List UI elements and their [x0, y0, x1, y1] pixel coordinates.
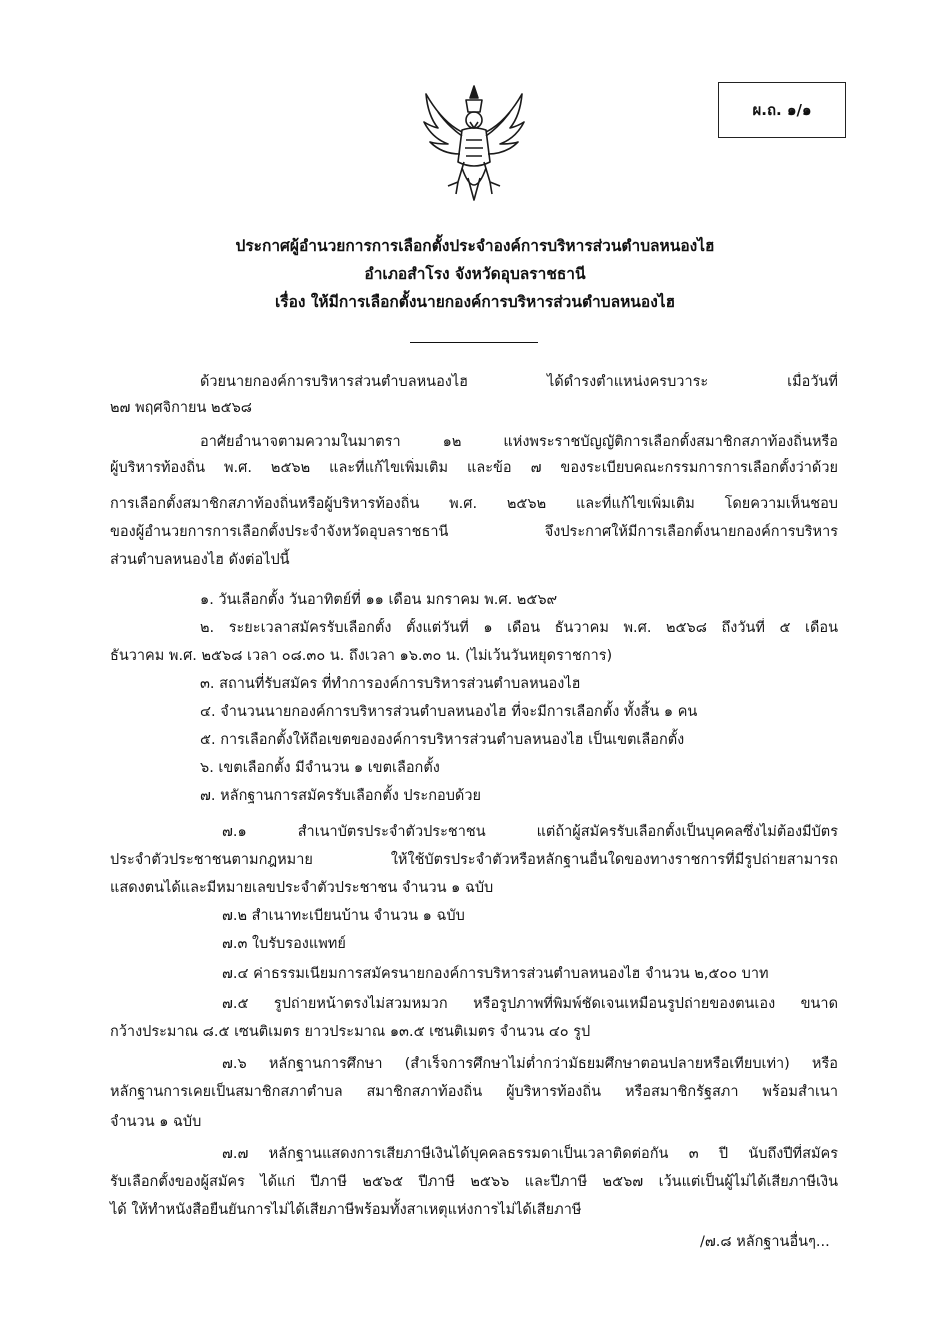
para2-line2: ผู้บริหารท้องถิ่น พ.ศ. ๒๕๖๒ และที่แก้ไขเพิ่มเติม และข้อ ๗ ของระเบียบคณะกรรมการการเลือกตั้งว่าด้วย — [110, 460, 838, 476]
para2-line3: การเลือกตั้งสมาชิกสภาท้องถิ่นหรือผู้บริหารท้องถิ่น พ.ศ. ๒๕๖๒ และที่แก้ไขเพิ่มเติม โดยความเห็นชอบ — [110, 496, 838, 512]
item-4: ๔. จำนวนนายกองค์การบริหารส่วนตำบลหนองไฮ ที่จะมีการเลือกตั้ง ทั้งสิ้น ๑ คน — [200, 704, 698, 720]
form-code-box — [718, 82, 846, 138]
continuation-note: /๗.๘ หลักฐานอื่นๆ... — [700, 1234, 830, 1250]
sub-7-5-line2: กว้างประมาณ ๘.๕ เซนติเมตร ยาวประมาณ ๑๓.๕ เซนติเมตร จำนวน ๔๐ รูป — [110, 1024, 591, 1040]
para2-line1: อาศัยอำนาจตามความในมาตรา ๑๒ แห่งพระราชบัญญัติการเลือกตั้งสมาชิกสภาท้องถิ่นหรือ — [200, 434, 838, 450]
item-7: ๗. หลักฐานการสมัครรับเลือกตั้ง ประกอบด้วย — [200, 788, 481, 804]
announcement-title: ประกาศผู้อำนวยการการเลือกตั้งประจำองค์การบริหารส่วนตำบลหนองไฮ — [235, 237, 715, 255]
sub-7-1-line2: ประจำตัวประชาชนตามกฎหมาย ให้ใช้บัตรประจำตัวหรือหลักฐานอื่นใดของทางราชการที่มีรูปถ่ายสามารถ — [110, 852, 838, 868]
para1-line1: ด้วยนายกองค์การบริหารส่วนตำบลหนองไฮ ได้ดำรงตำแหน่งครบวาระ เมื่อวันที่ — [200, 374, 838, 390]
item-3: ๓. สถานที่รับสมัคร ที่ทำการองค์การบริหารส่วนตำบลหนองไฮ — [200, 676, 581, 692]
form-code-label: ผ.ถ. ๑/๑ — [752, 101, 812, 119]
sub-7-2: ๗.๒ สำเนาทะเบียนบ้าน จำนวน ๑ ฉบับ — [222, 908, 465, 924]
garuda-emblem-icon — [418, 82, 530, 204]
sub-7-7-line1: ๗.๗ หลักฐานแสดงการเสียภาษีเงินได้บุคคลธรรมดาเป็นเวลาติดต่อกัน ๓ ปี นับถึงปีที่สมัคร — [222, 1146, 838, 1162]
sub-7-1-line1: ๗.๑ สำเนาบัตรประจำตัวประชาชน แต่ถ้าผู้สมัครรับเลือกตั้งเป็นบุคคลซึ่งไม่ต้องมีบัตร — [222, 824, 838, 840]
sub-7-6-line1: ๗.๖ หลักฐานการศึกษา (สำเร็จการศึกษาไม่ต่ำกว่ามัธยมศึกษาตอนปลายหรือเทียบเท่า) หรือ — [222, 1056, 838, 1072]
sub-7-6-line2: หลักฐานการเคยเป็นสมาชิกสภาตำบล สมาชิกสภาท้องถิ่น ผู้บริหารท้องถิ่น หรือสมาชิกรัฐสภา พร้อมสำเนา — [110, 1084, 838, 1100]
item-2-line1: ๒. ระยะเวลาสมัครรับเลือกตั้ง ตั้งแต่วันที่ ๑ เดือน ธันวาคม พ.ศ. ๒๕๖๘ ถึงวันที่ ๕ เดือน — [200, 620, 838, 636]
sub-7-5-line1: ๗.๕ รูปถ่ายหน้าตรงไม่สวมหมวก หรือรูปภาพที่พิมพ์ชัดเจนเหมือนรูปถ่ายของตนเอง ขนาด — [222, 996, 838, 1012]
sub-7-6-line3: จำนวน ๑ ฉบับ — [110, 1114, 202, 1130]
item-1: ๑. วันเลือกตั้ง วันอาทิตย์ที่ ๑๑ เดือน มกราคม พ.ศ. ๒๕๖๙ — [200, 592, 558, 608]
sub-7-3: ๗.๓ ใบรับรองแพทย์ — [222, 936, 346, 952]
para2-line5: ส่วนตำบลหนองไฮ ดังต่อไปนี้ — [110, 552, 290, 568]
para2-line4: ของผู้อำนวยการการเลือกตั้งประจำจังหวัดอุบลราชธานี จึงประกาศให้มีการเลือกตั้งนายกองค์การบริหาร — [110, 524, 838, 540]
sub-7-7-line2: รับเลือกตั้งของผู้สมัคร ได้แก่ ปีภาษี ๒๕๖๕ ปีภาษี ๒๕๖๖ และปีภาษี ๒๕๖๗ เว้นแต่เป็นผู้ไม่ได้เสียภาษีเงิน — [110, 1174, 838, 1190]
heading-divider — [410, 342, 538, 343]
subject-line: เรื่อง ให้มีการเลือกตั้งนายกองค์การบริหารส่วนตำบลหนองไฮ — [274, 293, 676, 311]
sub-7-7-line3: ได้ ให้ทำหนังสือยืนยันการไม่ได้เสียภาษีพร้อมทั้งสาเหตุแห่งการไม่ได้เสียภาษี — [110, 1202, 582, 1218]
para1-line2: ๒๗ พฤศจิกายน ๒๕๖๘ — [110, 400, 252, 416]
sub-7-4: ๗.๔ ค่าธรรมเนียมการสมัครนายกองค์การบริหารส่วนตำบลหนองไฮ จำนวน ๒,๕๐๐ บาท — [222, 966, 769, 982]
sub-7-1-line3: แสดงตนได้และมีหมายเลขประจำตัวประชาชน จำนวน ๑ ฉบับ — [110, 880, 494, 896]
item-5: ๕. การเลือกตั้งให้ถือเขตขององค์การบริหารส่วนตำบลหนองไฮ เป็นเขตเลือกตั้ง — [200, 732, 685, 748]
item-2-line2: ธันวาคม พ.ศ. ๒๕๖๘ เวลา ๐๘.๓๐ น. ถึงเวลา ๑๖.๓๐ น. (ไม่เว้นวันหยุดราชการ) — [110, 648, 613, 664]
item-6: ๖. เขตเลือกตั้ง มีจำนวน ๑ เขตเลือกตั้ง — [200, 760, 440, 776]
district-province-line: อำเภอสำโรง จังหวัดอุบลราชธานี — [364, 265, 586, 283]
